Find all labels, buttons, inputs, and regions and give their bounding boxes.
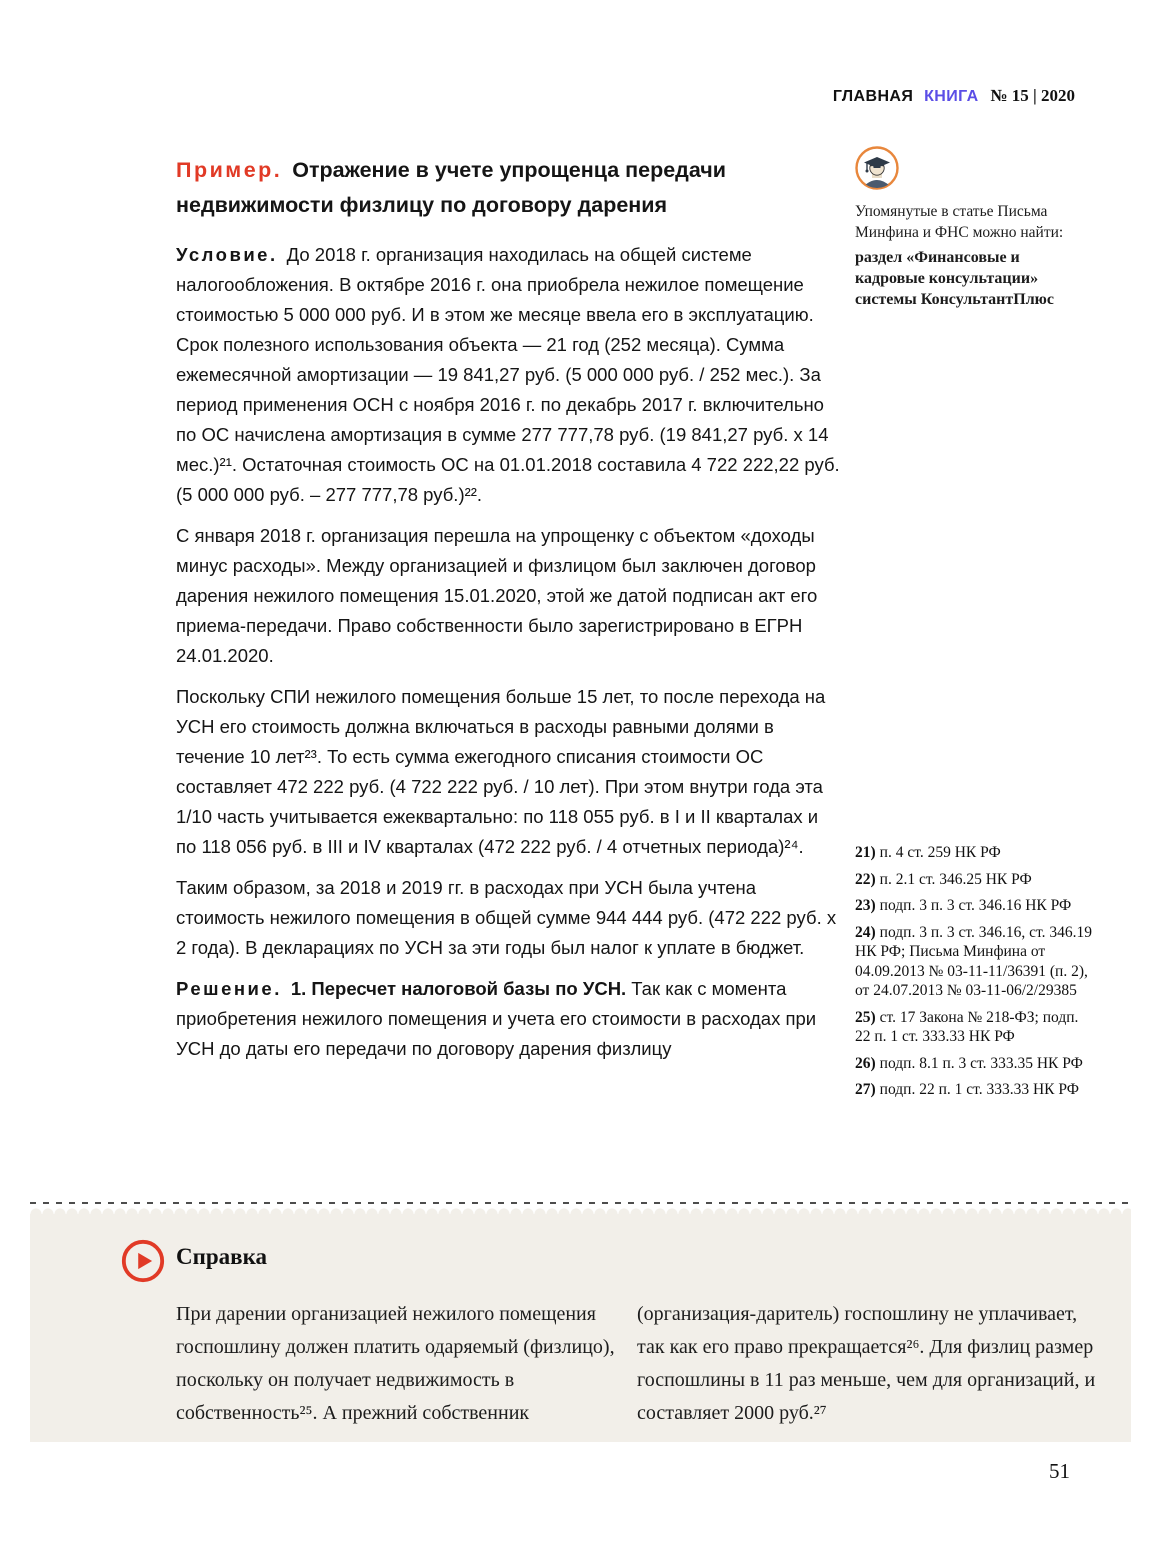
footnote xyxy=(855,923,1095,1001)
play-icon xyxy=(120,1238,166,1284)
example-label: Пример. xyxy=(176,158,283,182)
magazine-header xyxy=(833,86,1075,106)
article-title-block xyxy=(176,153,858,223)
solution-text: Так как с момента приобретения нежилого помещения и учета его стоимости в расходах при УСН до даты его передачи по договору дарения физлицу xyxy=(176,978,817,1059)
footnote-text: п. 4 ст. 259 НК РФ xyxy=(879,844,1001,861)
footnote-text: подп. 3 п. 3 ст. 346.16, ст. 346.19 НК РФ; Письма Минфина от 04.09.2013 № 03-11-11/36391 (п. 2), от 24.07.2013 № 03-11-06/2/29385 xyxy=(855,923,1092,999)
paragraph-solution xyxy=(176,974,842,1064)
footnote-number: 23) xyxy=(855,897,876,914)
solution-label: Решение. xyxy=(176,978,282,999)
brand-name-purple: КНИГА xyxy=(924,88,979,105)
footnote xyxy=(855,1008,1095,1047)
spravka-left-column: При дарении организацией нежилого помещения госпошлину должен платить одаряемый (физлицо), поскольку он получает недвижимость в собственность²⁵. А прежний собственник xyxy=(176,1303,615,1424)
footnote-text: ст. 17 Закона № 218-ФЗ; подп. 22 п. 1 ст. 333.33 НК РФ xyxy=(855,1008,1079,1045)
footnote-text: подп. 8.1 п. 3 ст. 333.35 НК РФ xyxy=(879,1054,1083,1072)
paragraph-text: Поскольку СПИ нежилого помещения больше 15 лет, то после перехода на УСН его стоимость должна включаться в расходы равными долями в течение 10 лет²³. То есть сумма ежегодного списания стоимости ОС составляет 472 222 руб. (4 722 222 руб. / 10 лет). При этом внутри года эта 1/10 часть учитывается ежеквартально: по 118 055 руб. в I и II кварталах и по 118 056 руб. в III и IV кварталах (472 222 руб. / 4 отчетных периода)²⁴. xyxy=(176,686,826,857)
paragraph-text: Таким образом, за 2018 и 2019 гг. в расходах при УСН была учтена стоимость нежилого помещения в общей сумме 944 444 руб. (472 222 руб. х 2 года). В декларациях по УСН за эти годы был налог к уплате в бюджет. xyxy=(176,877,837,958)
brand-name-black: ГЛАВНАЯ xyxy=(832,88,914,105)
paragraph-text: С января 2018 г. организация перешла на упрощенку с объектом «доходы минус расходы». Между организацией и физлицом был заключен договор дарения нежилого помещения 15.01.2020, этой же датой подписан акт его приема-передачи. Право собственности было зарегистрировано в ЕГРН 24.01.2020. xyxy=(176,525,818,666)
solution-bold-lead: 1. Пересчет налоговой базы по УСН. xyxy=(290,978,627,999)
paragraph-condition xyxy=(176,240,842,510)
spravka-title: Справка xyxy=(176,1244,267,1269)
condition-label: Условие. xyxy=(176,244,278,265)
page-number: 51 xyxy=(1049,1459,1070,1483)
footnote-number: 22) xyxy=(855,870,876,888)
footnote-number: 21) xyxy=(855,844,876,861)
paragraph xyxy=(176,682,842,862)
sidebar-note-text: Упомянутые в статье Письма Минфина и ФНС можно найти: xyxy=(855,203,1064,241)
footnote-text: подп. 22 п. 1 ст. 333.33 НК РФ xyxy=(879,1081,1079,1098)
sidebar-note xyxy=(855,146,1079,310)
footnote-number: 27) xyxy=(855,1081,876,1098)
sidebar-note-bold: раздел «Финансовые и кадровые консультации» системы КонсультантПлюс xyxy=(855,249,1054,308)
scholar-icon xyxy=(855,146,899,190)
issue-number: № 15 | 2020 xyxy=(990,86,1075,105)
paragraph xyxy=(176,873,842,963)
footnote xyxy=(855,1080,1095,1100)
footnote-number: 26) xyxy=(855,1054,876,1072)
footnote xyxy=(855,1054,1095,1074)
article-title: Отражение в учете упрощенца передачи недвижимости физлицу по договору дарения xyxy=(176,158,726,217)
spravka-right-column: (организация-даритель) госпошлину не уплачивает, так как его право прекращается²⁶. Для физлиц размер госпошлины в 11 раз меньше, чем для организаций, и составляет 2000 руб.²⁷ xyxy=(637,1303,1096,1424)
footnote-text: подп. 3 п. 3 ст. 346.16 НК РФ xyxy=(879,897,1072,914)
paragraph xyxy=(176,521,842,671)
article-body xyxy=(176,240,842,1075)
footnote-number: 24) xyxy=(855,923,876,941)
footnote xyxy=(855,843,1095,863)
perforation-dotted-line xyxy=(30,1202,1131,1204)
footnote-text: п. 2.1 ст. 346.25 НК РФ xyxy=(879,870,1032,888)
footnote-number: 25) xyxy=(855,1008,876,1026)
footnote xyxy=(855,870,1095,890)
footnotes-list xyxy=(855,843,1095,1107)
footnote xyxy=(855,896,1095,916)
spravka-box xyxy=(30,1214,1131,1442)
condition-text: До 2018 г. организация находилась на общей системе налогообложения. В октябре 2016 г. она приобрела нежилое помещение стоимостью 5 000 000 руб. И в этом же месяце ввела его в эксплуатацию. Срок полезного использования объекта — 21 год (252 месяца). Сумма ежемесячной амортизации — 19 841,27 руб. (5 000 000 руб. / 252 мес.). За период применения ОСН с ноября 2016 г. по декабрь 2017 г. включительно по ОС начислена амортизация в сумме 277 777,78 руб. (19 841,27 руб. х 14 мес.)²¹. Остаточная стоимость ОС на 01.01.2018 составила 4 722 222,22 руб. (5 000 000 руб. – 277 777,78 руб.)²². xyxy=(176,244,840,505)
scalloped-edge xyxy=(30,1206,1131,1214)
